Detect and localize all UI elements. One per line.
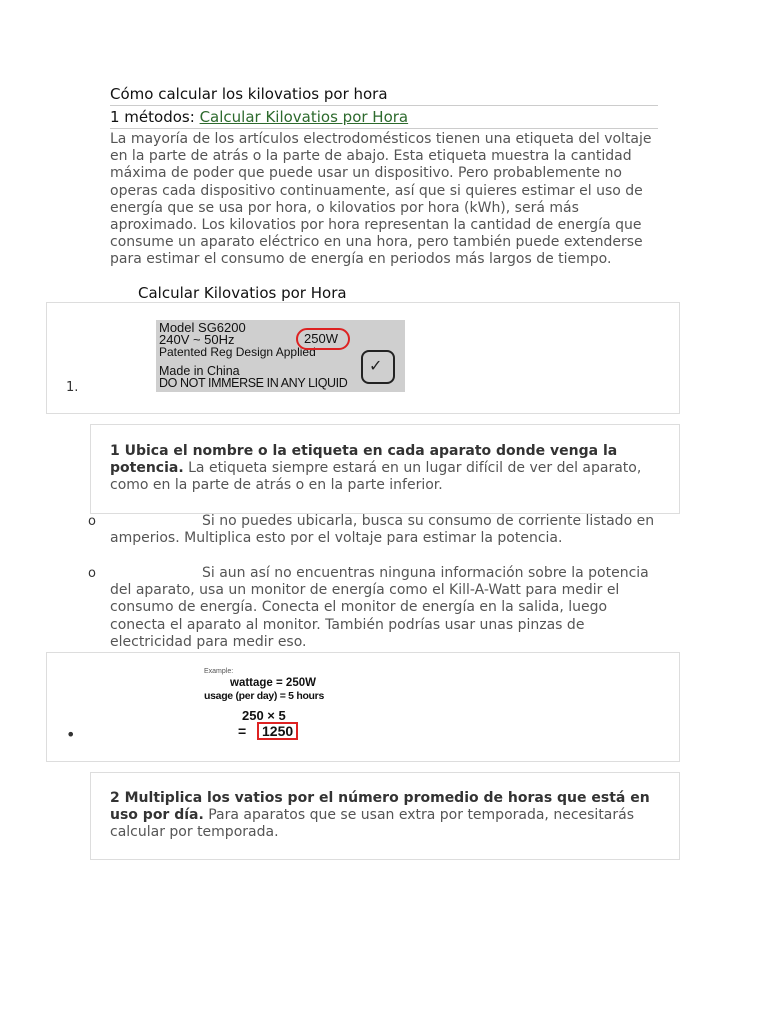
- step-1-body: La etiqueta siempre estará en un lugar difícil de ver del aparato, como en la parte de atrás o en la parte inferior.: [110, 460, 642, 494]
- figure-2-marker: •: [66, 725, 76, 744]
- subitem-1-marker: o: [88, 514, 96, 529]
- label-voltage: 240V ~ 50Hz: [159, 332, 235, 347]
- calculation-example-image: [200, 666, 340, 740]
- step-1-text: [110, 443, 655, 495]
- intro-paragraph: La mayoría de los artículos electrodomésticos tienen una etiqueta del voltaje en la parte de atrás o la parte de abajo. Esta etiqueta muestra la cantidad máxima de poder que puede usar un dispositivo. Pero probablemente no operas cada dispositivo continuamente, así que si quieres estimar el uso de energía que se usa por hora, o kilovatios por hora (kWh), será más aproximado. Los kilovatios por hora representan la cantidad de energía que consume un aparato eléctrico en una hora, pero también puede extenderse para estimar el consumo de energía en periodos más largos de tiempo.: [110, 131, 652, 268]
- method-link[interactable]: Calcular Kilovatios por Hora: [199, 108, 409, 126]
- label-patent: Patented Reg Design Applied: [159, 345, 316, 359]
- step-2-body: Para aparatos que se usan extra por temporada, necesitarás calcular por temporada.: [110, 807, 635, 841]
- subitem-2-marker: o: [88, 566, 96, 581]
- figure-2-box: [46, 652, 680, 762]
- methods-line: [110, 108, 658, 129]
- page-title: Cómo calcular los kilovatios por hora: [110, 85, 658, 106]
- example-wattage: wattage = 250W: [230, 677, 316, 689]
- certification-mark-icon: ✓: [361, 350, 395, 384]
- example-result: 1250: [257, 722, 298, 740]
- section-heading: Calcular Kilovatios por Hora: [138, 284, 347, 302]
- wattage-value: 250W: [304, 331, 338, 346]
- methods-prefix: 1 métodos:: [110, 108, 195, 126]
- step-2-heading: 2 Multiplica los vatios por el número promedio de horas que está en uso por día.: [110, 790, 650, 824]
- step-1-heading: 1 Ubica el nombre o la etiqueta en cada aparato donde venga la potencia.: [110, 443, 618, 477]
- example-formula: 250 × 5: [242, 708, 286, 723]
- subitem-1-text: Si no puedes ubicarla, busca su consumo de corriente listado en amperios. Multiplica esto por el voltaje para estimar la potencia.: [110, 513, 655, 547]
- wattage-highlight-oval: [296, 328, 350, 350]
- label-origin: Made in China: [159, 364, 240, 378]
- label-model: Model SG6200: [159, 320, 246, 335]
- label-warning: DO NOT IMMERSE IN ANY LIQUID: [159, 376, 348, 390]
- appliance-label-image: [156, 320, 405, 392]
- example-usage: usage (per day) = 5 hours: [204, 690, 324, 702]
- step-2-text: [110, 790, 655, 842]
- example-equals: =: [238, 723, 247, 739]
- subitem-2-text: Si aun así no encuentras ninguna información sobre la potencia del aparato, usa un monitor de energía como el Kill-A-Watt para medir el consumo de energía. Conecta el monitor de energía en la salida, luego conecta el aparato al monitor. También podrías usar unas pinzas de electricidad para medir eso.: [110, 565, 649, 650]
- figure-1-marker: 1.: [66, 380, 79, 395]
- example-caption: Example:: [204, 668, 234, 675]
